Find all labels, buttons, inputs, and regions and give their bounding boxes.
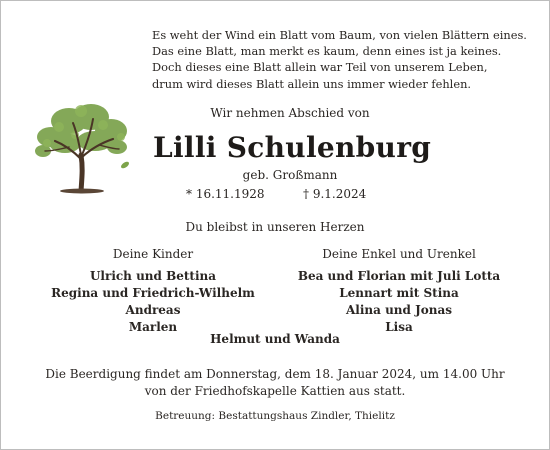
list-item: Bea und Florian mit Juli Lotta: [297, 269, 501, 283]
list-item: Lennart mit Stina: [339, 286, 459, 300]
list-item: Lisa: [385, 320, 413, 334]
farewell-intro: Wir nehmen Abschied von: [210, 106, 370, 120]
birth-name: geb. Großmann: [242, 168, 338, 182]
poem-line: drum wird dieses Blatt allein uns immer wieder fehlen.: [152, 76, 472, 91]
children-heading: Deine Kinder: [112, 247, 194, 261]
children-column: [33, 247, 273, 336]
list-item: Regina und Friedrich-Wilhelm: [51, 286, 255, 300]
poem-line: Doch dieses eine Blatt allein war Teil von unserem Leben,: [152, 60, 488, 75]
motto: Du bleibst in unseren Herzen: [185, 220, 365, 234]
birth-date: * 16.11.1928: [186, 187, 265, 201]
poem-line: Das eine Blatt, man merkt es kaum, denn eines ist ja keines.: [152, 44, 502, 59]
list-item: Andreas: [125, 303, 181, 317]
list-item: Alina und Jonas: [345, 303, 453, 317]
additional-mourners: Helmut und Wanda: [210, 332, 340, 346]
deceased-name: Lilli Schulenburg: [153, 131, 432, 164]
grandchildren-heading: Deine Enkel und Urenkel: [322, 247, 476, 261]
funeral-line: von der Friedhofskapelle Kattien aus statt.: [144, 384, 406, 398]
grandchildren-column: [279, 247, 519, 336]
funeral-line: Die Beerdigung findet am Donnerstag, dem 18. Januar 2024, um 14.00 Uhr: [45, 367, 505, 381]
list-item: Ulrich und Bettina: [89, 269, 217, 283]
poem: [152, 27, 527, 92]
death-date: † 9.1.2024: [303, 187, 367, 201]
funeral-info: [1, 366, 549, 400]
poem-line: Es weht der Wind ein Blatt vom Baum, von vielen Blättern eines.: [152, 28, 527, 42]
list-item: Marlen: [128, 320, 178, 334]
undertaker-credit: Betreuung: Bestattungshaus Zindler, Thielitz: [155, 410, 395, 422]
